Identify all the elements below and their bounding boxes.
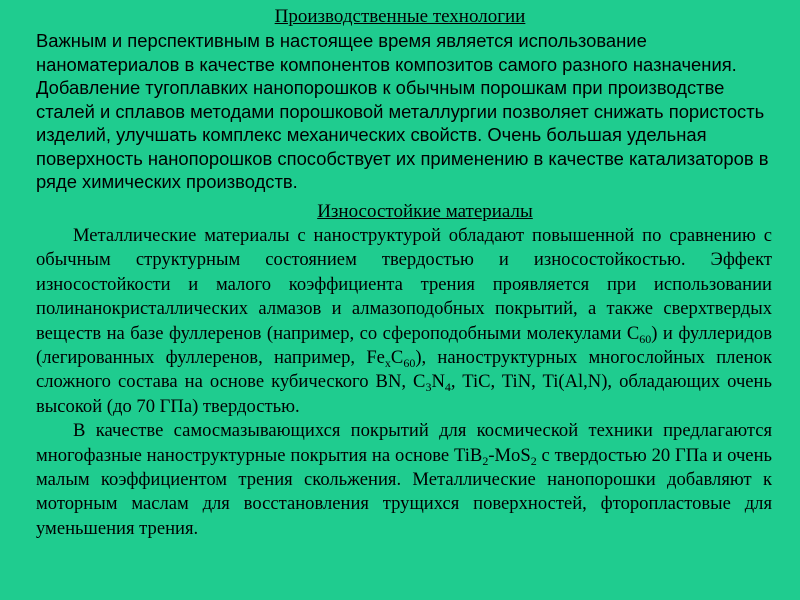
paragraph-metallic-materials: Металлические материалы с наноструктурой обладают повышенной по сравнению с обычным структурным состоянием твердостью и износостойкостью. Эффект износостойкости и малого коэффициента трения проявляется при использовании полинанокристаллических алмазов и алмазоподобных покрытий, а также сверхтвердых веществ на базе фуллеренов (например, со сфероподобными молекулами $C_{60}$) и фуллеридов (легированных фуллеренов, например, $Fe_xC_{60}$), наноструктурных многослойных пленок сложного состава на основе кубического BN, $C_3N_4$, TiC, TiN, Ti(Al,N), обладающих очень высокой (до 70 ГПа) твердостью. [36,225,772,417]
paragraph-self-lubricating-coatings: В качестве самосмазывающихся покрытий для космической техники предлагаются многофазные наноструктурные покрытия на основе TiB$_2$-MoS$_2$ с твердостью 20 ГПа и очень малым коэффициентом трения скольжения. Металлические нанопорошки добавляют к моторным маслам для восстановления трущихся поверхностей, фторопластовые для уменьшения трения. [36,420,772,539]
section-title-wear-resistant-materials: Износостойкие материалы [317,201,533,222]
section-title-production-technologies: Производственные технологии [274,6,526,27]
wear-resistant-materials-body [36,224,772,541]
production-technologies-paragraph: Важным и перспективным в настоящее время является использование наноматериалов в качестве компонентов композитов самого разного назначения. Добавление тугоплавких нанопорошков к обычным порошкам при производстве сталей и сплавов методами порошковой металлургии позволяет снижать пористость изделий, улучшать комплекс механических свойств. Очень большая удельная поверхность нанопорошков способствует их применению в качестве катализаторов в ряде химических производств. [36,30,769,192]
